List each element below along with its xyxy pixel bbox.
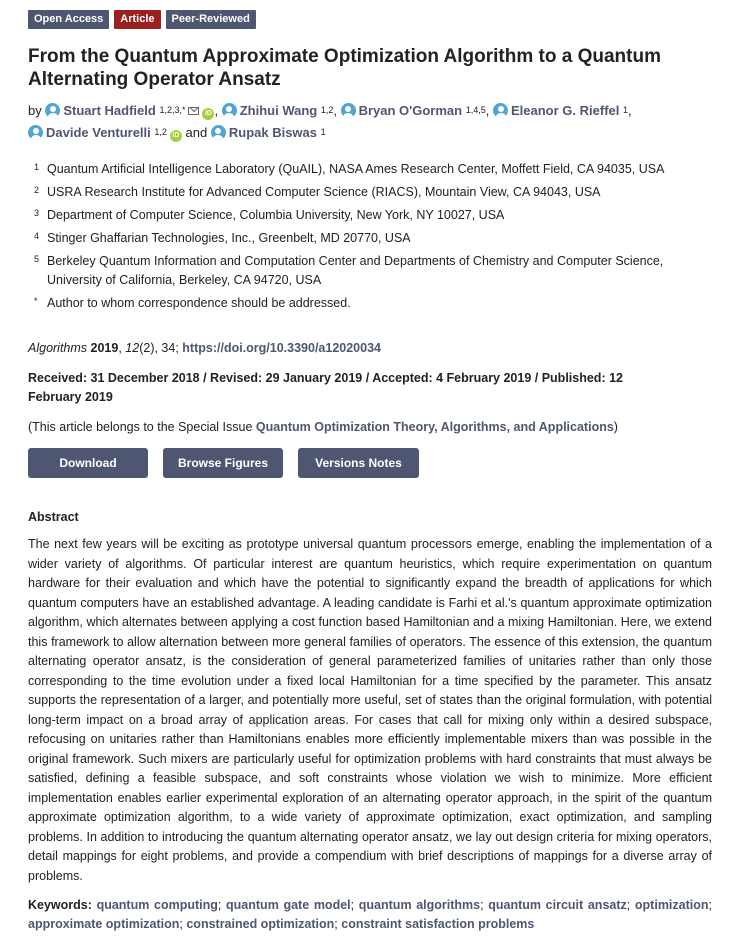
affiliation-item	[28, 160, 712, 179]
author-link[interactable]: Zhihui Wang	[239, 103, 318, 118]
publication-dates: Received: 31 December 2018 / Revised: 29 January 2019 / Accepted: 4 February 2019 / Published: 12 February 2019	[28, 371, 623, 404]
affiliation-item	[28, 252, 712, 290]
article-title: From the Quantum Approximate Optimization Algorithm to a Quantum Alternating Operator Ansatz	[28, 46, 661, 90]
affiliation-item	[28, 206, 712, 225]
keyword-link[interactable]: quantum computing	[96, 898, 218, 912]
abstract-heading: Abstract	[28, 510, 79, 524]
person-icon[interactable]	[493, 103, 508, 118]
person-icon[interactable]	[45, 103, 60, 118]
author-link[interactable]: Bryan O'Gorman	[358, 103, 463, 118]
keyword-link[interactable]: quantum circuit ansatz	[488, 898, 627, 912]
special-issue-prefix: (This article belongs to the Special Issue	[28, 420, 256, 434]
affiliation-item	[28, 229, 712, 248]
citation-volume: 12	[125, 341, 140, 355]
and-label: and	[185, 125, 208, 140]
special-issue-suffix: )	[613, 420, 618, 434]
affiliation-item	[28, 183, 712, 202]
keyword-link[interactable]: constrained optimization	[186, 917, 335, 931]
keyword-link[interactable]: quantum gate model	[226, 898, 351, 912]
affiliation-text: Author to whom correspondence should be addressed.	[47, 296, 351, 310]
badge-row	[28, 10, 256, 29]
affiliation-number: 2	[34, 185, 40, 195]
doi-link[interactable]: https://doi.org/10.3390/a12020034	[182, 341, 381, 355]
keywords-section: Keywords: quantum computing; quantum gate model; quantum algorithms; quantum circuit ansatz; optimization; approximate optimization; constrained optimization; constraint satisfaction problems	[28, 898, 712, 931]
special-issue-note	[28, 420, 618, 434]
special-issue-link[interactable]: Quantum Optimization Theory, Algorithms, and Applications	[255, 420, 614, 434]
person-icon[interactable]	[222, 103, 237, 118]
affiliation-number: 1	[34, 162, 40, 172]
correspondence-note	[28, 294, 712, 313]
citation-line: Algorithms 2019, 12(2), 34; https://doi.org/10.3390/a12020034	[28, 341, 381, 355]
affiliation-number: 4	[34, 231, 40, 241]
mail-icon[interactable]	[188, 107, 199, 115]
keywords-label: Keywords:	[28, 898, 92, 912]
affiliation-number: *	[34, 296, 38, 306]
peer-reviewed-badge: Peer-Reviewed	[166, 10, 256, 29]
open-access-badge: Open Access	[28, 10, 109, 29]
abstract-text: The next few years will be exciting as prototype universal quantum processors emerge, enabling the implementation of a wider variety of algorithms. Of particular interest are quantum heuristics, which require experimentation on quantum hardware for their evaluation and which have the potential to significantly expand the breadth of applications for which quantum computers have an established advantage. A leading candidate is Farhi et al.'s quantum approximate optimization algorithm, which alternates between applying a cost function based Hamiltonian and a mixing Hamiltonian. Here, we extend this framework to allow alternation between more general families of operators. The essence of this extension, the quantum alternating operator ansatz, is the consideration of general parameterized families of unitaries rather than only those corresponding to the time evolution under a fixed local Hamiltonian for a time specified by the parameter. This ansatz supports the representation of a larger, and potentially more useful, set of states than the original formulation, with potential long-term impact on a broad array of application areas. For cases that call for mixing only within a desired subspace, refocusing on unitaries rather than Hamiltonians enables more efficiently implementable mixers than was possible in the original framework. Such mixers are particularly useful for optimization problems with hard constraints that must always be satisfied, defining a feasible subspace, and soft constraints whose violation we wish to minimize. More efficient implementation enables earlier experimental exploration of an alternating operator approach, in the spirit of the quantum approximate optimization algorithm, to a wide variety of approximate optimization, exact optimization, and sampling problems. In addition to introducing the quantum alternating operator ansatz, we lay out design criteria for mixing operators, detail mappings for eight problems, and provide a compendium with brief descriptions of mappings for a diverse array of problems.	[28, 537, 712, 883]
article-type-badge: Article	[114, 10, 160, 29]
affiliation-text: Department of Computer Science, Columbia University, New York, NY 10027, USA	[47, 208, 505, 222]
author-affiliation-sup: 1,2	[320, 105, 334, 115]
author-link[interactable]: Davide Venturelli	[46, 125, 151, 140]
person-icon[interactable]	[341, 103, 356, 118]
browse-figures-button[interactable]: Browse Figures	[163, 448, 283, 478]
affiliation-number: 3	[34, 208, 40, 218]
author-link[interactable]: Stuart Hadfield	[63, 103, 156, 118]
download-button[interactable]: Download	[28, 448, 148, 478]
citation-issue: (2), 34;	[139, 341, 183, 355]
author-affiliation-sup: 1,2	[154, 127, 167, 137]
author-affiliation-sup: 1	[320, 127, 326, 137]
versions-notes-button[interactable]: Versions Notes	[298, 448, 419, 478]
author-affiliation-sup: 1,2,3,*	[159, 105, 186, 115]
author-affiliation-sup: 1,4,5	[465, 105, 486, 115]
journal-name: Algorithms	[28, 341, 88, 355]
author-link[interactable]: Rupak Biswas	[228, 125, 318, 140]
affiliation-number: 5	[34, 254, 40, 264]
author-link[interactable]: Eleanor G. Rieffel	[511, 103, 620, 118]
orcid-icon[interactable]: iD	[170, 130, 182, 142]
orcid-icon[interactable]: iD	[202, 108, 214, 120]
affiliation-text: Quantum Artificial Intelligence Laboratory (QuAIL), NASA Ames Research Center, Moffett Field, CA 94035, USA	[47, 162, 665, 176]
affiliation-text: Berkeley Quantum Information and Computation Center and Departments of Chemistry and Computer Science, University of California, Berkeley, CA 94720, USA	[47, 254, 664, 287]
keyword-link[interactable]: optimization	[634, 898, 709, 912]
affiliation-text: Stinger Ghaffarian Technologies, Inc., Greenbelt, MD 20770, USA	[47, 231, 411, 245]
person-icon[interactable]	[28, 125, 43, 140]
author-list: by Stuart Hadfield $^{1,2,3,*}$ iD , Zhihui Wang $^{1,2}$, Bryan O'Gorman $^{1,4,5}$, Eleanor G. Rieffel $^1$, Davide Venturelli $^{1,2}$ iD and Rupak Biswas $^1$	[28, 103, 632, 140]
keyword-link[interactable]: quantum algorithms	[358, 898, 481, 912]
affiliation-list	[28, 160, 712, 317]
action-buttons	[28, 448, 419, 478]
by-label: by	[28, 103, 42, 118]
keyword-link[interactable]: constraint satisfaction problems	[341, 917, 535, 931]
citation-year: 2019	[90, 341, 119, 355]
affiliation-text: USRA Research Institute for Advanced Computer Science (RIACS), Mountain View, CA 94043, USA	[47, 185, 601, 199]
author-affiliation-sup: 1	[623, 105, 629, 115]
person-icon[interactable]	[211, 125, 226, 140]
keyword-link[interactable]: approximate optimization	[28, 917, 180, 931]
